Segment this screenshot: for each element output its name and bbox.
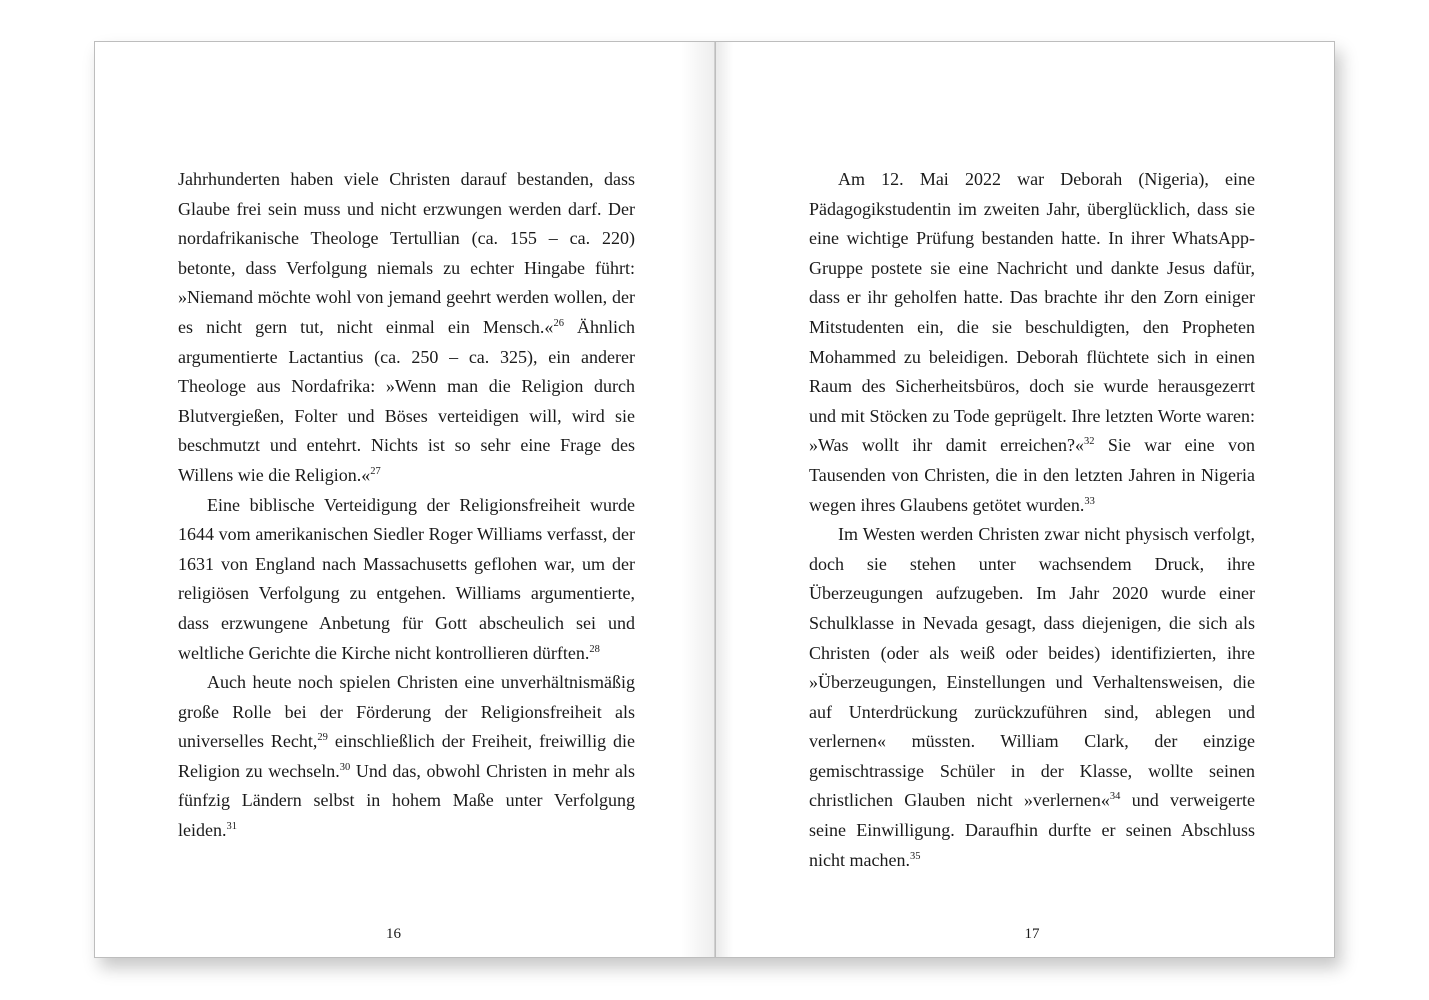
page-number-left: 16 bbox=[386, 926, 401, 942]
footnote-ref: 34 bbox=[1109, 791, 1121, 803]
paragraph bbox=[178, 165, 635, 491]
right-page-body bbox=[809, 165, 1255, 875]
page-number-right: 17 bbox=[1024, 926, 1040, 942]
footnote-ref: 33 bbox=[1084, 495, 1095, 507]
paragraph-text: Jahrhunderten haben viele Christen darauf bestanden, dass Glaube frei sein muss und nicht erzwungen werden darf. Der nordafrikanische Theologe Tertullian (ca. 155 – ca. 220) betonte, dass Verfolgung niemals zu echter Hingabe führt: »Niemand möchte wohl von jemand geehrt werden wollen, der es nicht gern tut, nicht einmal ein Mensch.« bbox=[178, 169, 635, 337]
paragraph-text: einschließlich der Freiheit, freiwillig die Religion zu wechseln. bbox=[178, 731, 635, 781]
footnote-ref: 32 bbox=[1084, 436, 1095, 448]
paragraph-text: Ähnlich argumentierte Lactantius (ca. 250 – ca. 325), ein anderer Theologe aus Nordafrika: »Wenn man die Religion durch Blutvergießen, Folter und Böses verteidigen will, wird sie beschmutzt und entehrt. Nichts ist so sehr eine Frage des Willens wie die Religion.« bbox=[178, 316, 635, 485]
paragraph bbox=[809, 165, 1255, 520]
footnote-ref: 35 bbox=[909, 850, 921, 862]
left-page-body bbox=[178, 165, 635, 846]
left-page bbox=[95, 42, 715, 957]
paragraph-text: Im Westen werden Christen zwar nicht physisch verfolgt, doch sie stehen unter wachsendem Druck, ihre Überzeugungen aufzugeben. Im Jahr 2020 wurde einer Schulklasse in Nevada gesagt, dass diejenigen, die sich als Christen (oder als weiß oder beides) identifizierten, ihre »Überzeugungen, Einstellungen und Verhaltensweisen, die auf Unterdrückung zurückzuführen sind, ablegen und verlernen« müssten. William Clark, der einzige gemischtrassige Schüler in der Klasse, wollte seinen christlichen Glauben nicht »verlernen« bbox=[809, 524, 1255, 811]
gutter-shadow-right bbox=[715, 42, 733, 957]
footnote-ref: 30 bbox=[339, 761, 351, 773]
paragraph bbox=[178, 668, 635, 846]
footnote-ref: 29 bbox=[317, 732, 328, 744]
paragraph-text: Eine biblische Verteidigung der Religionsfreiheit wurde 1644 vom amerikanischen Siedler Roger Williams verfasst, der 1631 von England nach Massachusetts geflohen war, um der religiösen Verfolgung zu entgehen. Williams argumentierte, dass erzwungene Anbetung für Gott abscheulich sei und weltliche Gerichte die Kirche nicht kontrollieren dürften. bbox=[178, 494, 635, 663]
paragraph-text: Auch heute noch spielen Christen eine unverhältnismäßig große Rolle bei der Förderung der Religionsfreiheit als universelles Recht, bbox=[178, 672, 635, 752]
footnote-ref: 31 bbox=[226, 821, 237, 833]
right-page bbox=[715, 42, 1334, 957]
paragraph-text: Und das, obwohl Christen in mehr als fünfzig Ländern selbst in hohem Maße unter Verfolgung leiden. bbox=[178, 760, 635, 841]
paragraph-text: Sie war eine von Tausenden von Christen, die in den letzten Jahren in Nigeria wegen ihres Glaubens getötet wurden. bbox=[809, 435, 1255, 515]
gutter-shadow-left bbox=[681, 42, 715, 957]
paragraph-text: und verweigerte seine Einwilligung. Daraufhin durfte er seinen Abschluss nicht machen. bbox=[809, 790, 1255, 870]
book-spread bbox=[94, 41, 1335, 958]
paragraph bbox=[178, 491, 635, 669]
paragraph-text: Am 12. Mai 2022 war Deborah (Nigeria), eine Pädagogikstudentin im zweiten Jahr, überglücklich, dass sie eine wichtige Prüfung bestanden hatte. In ihrer WhatsApp-Gruppe postete sie eine Nachricht und dankte Jesus dafür, dass er ihr geholfen hatte. Das brachte ihr den Zorn einiger Mitstudenten ein, die sie beschuldigten, den Propheten Mohammed zu beleidigen. Deborah flüchtete sich in einen Raum des Sicherheitsbüros, doch sie wurde herausgezerrt und mit Stöcken zu Tode geprügelt. Ihre letzten Worte waren: »Was wollt ihr damit erreichen?« bbox=[809, 169, 1255, 456]
footnote-ref: 27 bbox=[370, 465, 381, 477]
footnote-ref: 28 bbox=[589, 643, 600, 655]
paragraph bbox=[809, 520, 1255, 875]
footnote-ref: 26 bbox=[553, 317, 564, 329]
